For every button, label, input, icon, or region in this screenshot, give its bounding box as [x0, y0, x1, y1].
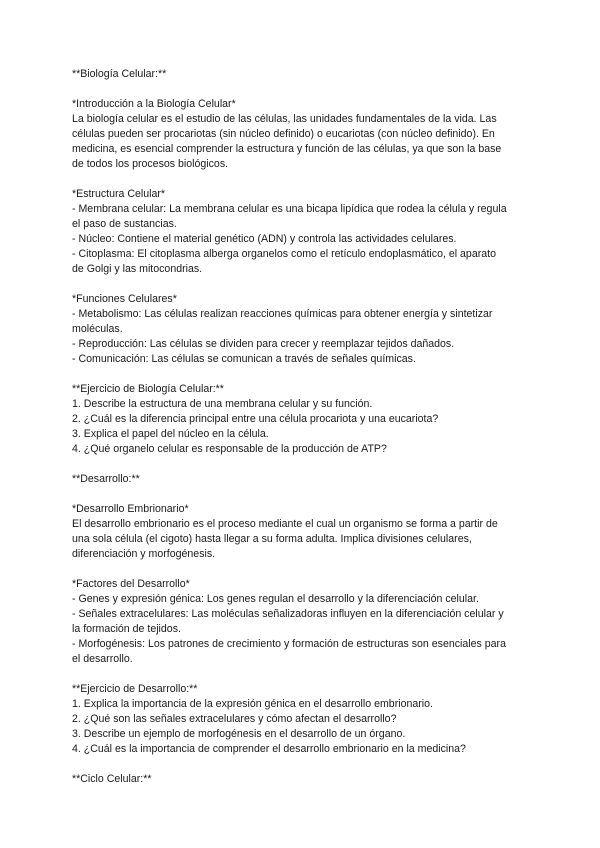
estructura-line: de Golgi y las mitocondrias.: [72, 263, 203, 275]
ejercicio-item: 4. ¿Qué organelo celular es responsable de la producción de ATP?: [72, 443, 387, 455]
ejercicio-item: 3. Explica el papel del núcleo en la célula.: [72, 428, 269, 440]
ejercicio-desarrollo-heading: **Ejercicio de Desarrollo:**: [72, 683, 198, 695]
ejercicio-desarrollo-section: [72, 682, 532, 757]
spacer: [72, 367, 532, 382]
spacer: [72, 562, 532, 577]
intro-line: medicina, es esencial comprender la estructura y función de las células, ya que son la base: [72, 143, 502, 155]
intro-line: de todos los procesos biológicos.: [72, 158, 229, 170]
embrionario-heading: *Desarrollo Embrionario*: [72, 503, 189, 515]
factores-heading: *Factores del Desarrollo*: [72, 578, 190, 590]
embrionario-line: El desarrollo embrionario es el proceso mediante el cual un organismo se forma a partir de: [72, 518, 498, 530]
spacer: [72, 667, 532, 682]
factores-line: - Morfogénesis: Los patrones de crecimiento y formación de estructuras son esenciales para: [72, 638, 506, 650]
estructura-line: - Citoplasma: El citoplasma alberga organelos como el retículo endoplasmático, el aparato: [72, 248, 496, 260]
document-body: [72, 67, 532, 787]
section-title-ciclo-celular: **Ciclo Celular:**: [72, 773, 152, 785]
spacer: [72, 757, 532, 772]
estructura-line: - Membrana celular: La membrana celular es una bicapa lipídica que rodea la célula y regula: [72, 203, 507, 215]
embrionario-line: diferenciación y morfogénesis.: [72, 548, 216, 560]
ejercicio-item: 1. Explica la importancia de la expresión génica en el desarrollo embrionario.: [72, 698, 433, 710]
spacer: [72, 82, 532, 97]
ejercicio-item: 2. ¿Cuál es la diferencia principal entre una célula procariota y una eucariota?: [72, 413, 439, 425]
funciones-heading: *Funciones Celulares*: [72, 293, 177, 305]
section-title-biologia-celular: **Biología Celular:**: [72, 68, 167, 80]
factores-section: [72, 577, 532, 667]
embrionario-section: [72, 502, 532, 562]
intro-line: La biología celular es el estudio de las células, las unidades fundamentales de la vida. Las: [72, 113, 497, 125]
embrionario-line: una sola célula (el cigoto) hasta llegar a su forma adulta. Implica divisiones celulares,: [72, 533, 472, 545]
funciones-line: - Comunicación: Las células se comunican a través de señales químicas.: [72, 353, 416, 365]
intro-heading: *Introducción a la Biología Celular*: [72, 98, 236, 110]
factores-line: la formación de tejidos.: [72, 623, 181, 635]
ejercicio-item: 3. Describe un ejemplo de morfogénesis en el desarrollo de un órgano.: [72, 728, 406, 740]
ejercicio-item: 1. Describe la estructura de una membrana celular y su función.: [72, 398, 373, 410]
estructura-line: el paso de sustancias.: [72, 218, 177, 230]
funciones-line: - Reproducción: Las células se dividen para crecer y reemplazar tejidos dañados.: [72, 338, 455, 350]
funciones-line: - Metabolismo: Las células realizan reacciones químicas para obtener energía y sintetizar: [72, 308, 493, 320]
ejercicio-biologia-heading: **Ejercicio de Biología Celular:**: [72, 383, 224, 395]
spacer: [72, 487, 532, 502]
factores-line: el desarrollo.: [72, 653, 133, 665]
funciones-line: moléculas.: [72, 323, 123, 335]
ejercicio-item: 2. ¿Qué son las señales extracelulares y cómo afectan el desarrollo?: [72, 713, 397, 725]
estructura-line: - Núcleo: Contiene el material genético (ADN) y controla las actividades celulares.: [72, 233, 457, 245]
factores-line: - Genes y expresión génica: Los genes regulan el desarrollo y la diferenciación celular.: [72, 593, 479, 605]
estructura-section: [72, 187, 532, 277]
funciones-section: [72, 292, 532, 367]
ejercicio-item: 4. ¿Cuál es la importancia de comprender el desarrollo embrionario en la medicina?: [72, 743, 466, 755]
section-title-desarrollo: **Desarrollo:**: [72, 473, 140, 485]
estructura-heading: *Estructura Celular*: [72, 188, 166, 200]
intro-section: [72, 97, 532, 172]
intro-line: células pueden ser procariotas (sin núcleo definido) o eucariotas (con núcleo definido). En: [72, 128, 495, 140]
factores-line: - Señales extracelulares: Las moléculas señalizadoras influyen en la diferenciación celular y: [72, 608, 504, 620]
spacer: [72, 277, 532, 292]
spacer: [72, 172, 532, 187]
spacer: [72, 457, 532, 472]
ejercicio-biologia-section: [72, 382, 532, 457]
